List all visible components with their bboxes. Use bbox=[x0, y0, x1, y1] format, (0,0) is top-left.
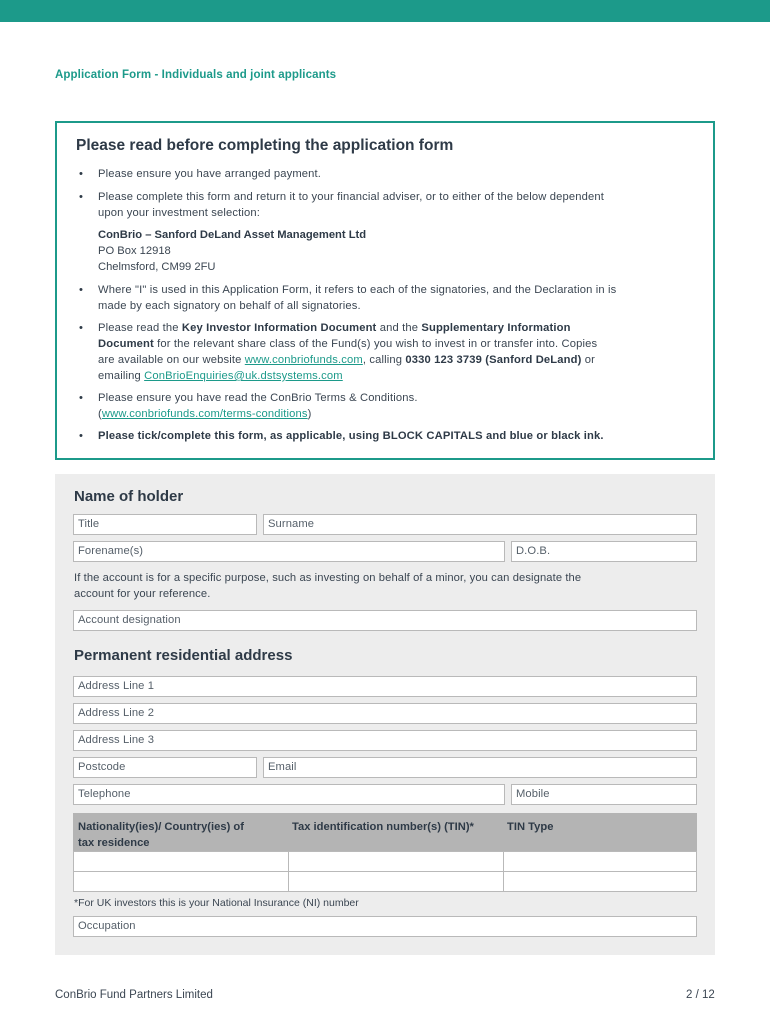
forenames-field[interactable]: Forename(s) bbox=[73, 541, 505, 562]
table-cell-tin[interactable] bbox=[288, 851, 504, 872]
mobile-field[interactable]: Mobile bbox=[511, 784, 697, 805]
address-line-3-field[interactable]: Address Line 3 bbox=[73, 730, 697, 751]
footer-company: ConBrio Fund Partners Limited bbox=[55, 989, 213, 1001]
bullet-marker: • bbox=[79, 168, 83, 180]
bullet-marker: • bbox=[79, 392, 83, 404]
address-line-1-field[interactable]: Address Line 1 bbox=[73, 676, 697, 697]
bullet-marker: • bbox=[79, 284, 83, 296]
text-run: Please read the bbox=[98, 322, 182, 334]
text-run: ) bbox=[307, 408, 312, 420]
instruction-line bbox=[98, 320, 698, 336]
column-header-tin: Tax identification number(s) (TIN)* bbox=[292, 821, 474, 833]
occupation-field[interactable]: Occupation bbox=[73, 916, 697, 937]
instruction-line bbox=[98, 406, 698, 422]
instruction-line bbox=[98, 352, 698, 368]
instruction-line: Please ensure you have read the ConBrio Terms & Conditions. bbox=[98, 392, 418, 404]
instructions-title: Please read before completing the application form bbox=[76, 137, 454, 154]
sid-bold: Document bbox=[98, 338, 154, 350]
instruction-line: upon your investment selection: bbox=[98, 207, 260, 219]
text-run: or bbox=[581, 354, 596, 366]
address-po-box: PO Box 12918 bbox=[98, 245, 171, 257]
title-field[interactable]: Title bbox=[73, 514, 257, 535]
dob-field[interactable]: D.O.B. bbox=[511, 541, 697, 562]
name-of-holder-heading: Name of holder bbox=[74, 488, 184, 505]
telephone-field[interactable]: Telephone bbox=[73, 784, 505, 805]
instruction-signatories bbox=[98, 282, 698, 314]
tax-residence-table bbox=[73, 813, 697, 894]
column-header-nationality bbox=[78, 819, 244, 851]
table-cell-nationality[interactable] bbox=[73, 871, 289, 892]
header-line: tax residence bbox=[78, 837, 150, 849]
text-run: , calling bbox=[362, 354, 406, 366]
kiid-bold: Key Investor Information Document bbox=[181, 322, 377, 334]
form-subtitle: Application Form - Individuals and joint applicants bbox=[55, 69, 337, 81]
instruction-return-form bbox=[98, 189, 698, 221]
table-cell-tin[interactable] bbox=[288, 871, 504, 892]
text-run: and the bbox=[376, 322, 422, 334]
text-run: ( bbox=[98, 408, 102, 420]
instruction-payment: Please ensure you have arranged payment. bbox=[98, 168, 322, 180]
text-run: for the relevant share class of the Fund(s) you wish to invest in or transfer into. Copies bbox=[153, 338, 598, 350]
instruction-kiid bbox=[98, 320, 698, 384]
ni-number-note: *For UK investors this is your National Insurance (NI) number bbox=[74, 897, 359, 909]
instruction-terms bbox=[98, 390, 698, 422]
bullet-marker: • bbox=[79, 191, 83, 203]
postcode-field[interactable]: Postcode bbox=[73, 757, 257, 778]
instruction-line: made by each signatory on behalf of all signatories. bbox=[98, 300, 361, 312]
postal-address bbox=[98, 227, 366, 275]
surname-field[interactable]: Surname bbox=[263, 514, 697, 535]
designation-note bbox=[74, 570, 694, 602]
table-cell-nationality[interactable] bbox=[73, 851, 289, 872]
instruction-line bbox=[98, 336, 698, 352]
instruction-line bbox=[98, 368, 698, 384]
note-line: If the account is for a specific purpose, such as investing on behalf of a minor, you can designate the bbox=[74, 572, 582, 584]
top-accent-bar bbox=[0, 0, 770, 22]
table-cell-tin-type[interactable] bbox=[503, 871, 697, 892]
email-link[interactable]: ConBrioEnquiries@uk.dstsystems.com bbox=[144, 370, 343, 382]
residential-address-heading: Permanent residential address bbox=[74, 647, 293, 664]
account-designation-field[interactable]: Account designation bbox=[73, 610, 697, 631]
note-line: account for your reference. bbox=[74, 588, 211, 600]
instruction-line: Please complete this form and return it to your financial adviser, or to either of the below dependent bbox=[98, 191, 604, 203]
column-header-tin-type: TIN Type bbox=[507, 821, 554, 833]
sid-bold: Supplementary Information bbox=[421, 322, 571, 334]
header-line: Nationality(ies)/ Country(ies) of bbox=[78, 821, 244, 833]
phone-number: 0330 123 3739 (Sanford DeLand) bbox=[405, 354, 582, 366]
address-city: Chelmsford, CM99 2FU bbox=[98, 261, 216, 273]
bullet-marker: • bbox=[79, 322, 83, 334]
page-number: 2 / 12 bbox=[686, 989, 715, 1001]
address-company: ConBrio – Sanford DeLand Asset Management Ltd bbox=[98, 229, 367, 241]
instruction-block-capitals: Please tick/complete this form, as applicable, using BLOCK CAPITALS and blue or black ink. bbox=[98, 430, 604, 442]
instruction-line: Where "I" is used in this Application Form, it refers to each of the signatories, and the Declaration in is bbox=[98, 284, 617, 296]
website-link[interactable]: www.conbriofunds.com bbox=[244, 354, 363, 366]
text-run: emailing bbox=[98, 370, 145, 382]
bullet-marker: • bbox=[79, 430, 83, 442]
instructions-box bbox=[55, 121, 715, 460]
table-header bbox=[73, 813, 697, 851]
address-line-2-field[interactable]: Address Line 2 bbox=[73, 703, 697, 724]
terms-link[interactable]: www.conbriofunds.com/terms-conditions bbox=[101, 408, 308, 420]
table-cell-tin-type[interactable] bbox=[503, 851, 697, 872]
email-field[interactable]: Email bbox=[263, 757, 697, 778]
text-run: are available on our website bbox=[98, 354, 245, 366]
